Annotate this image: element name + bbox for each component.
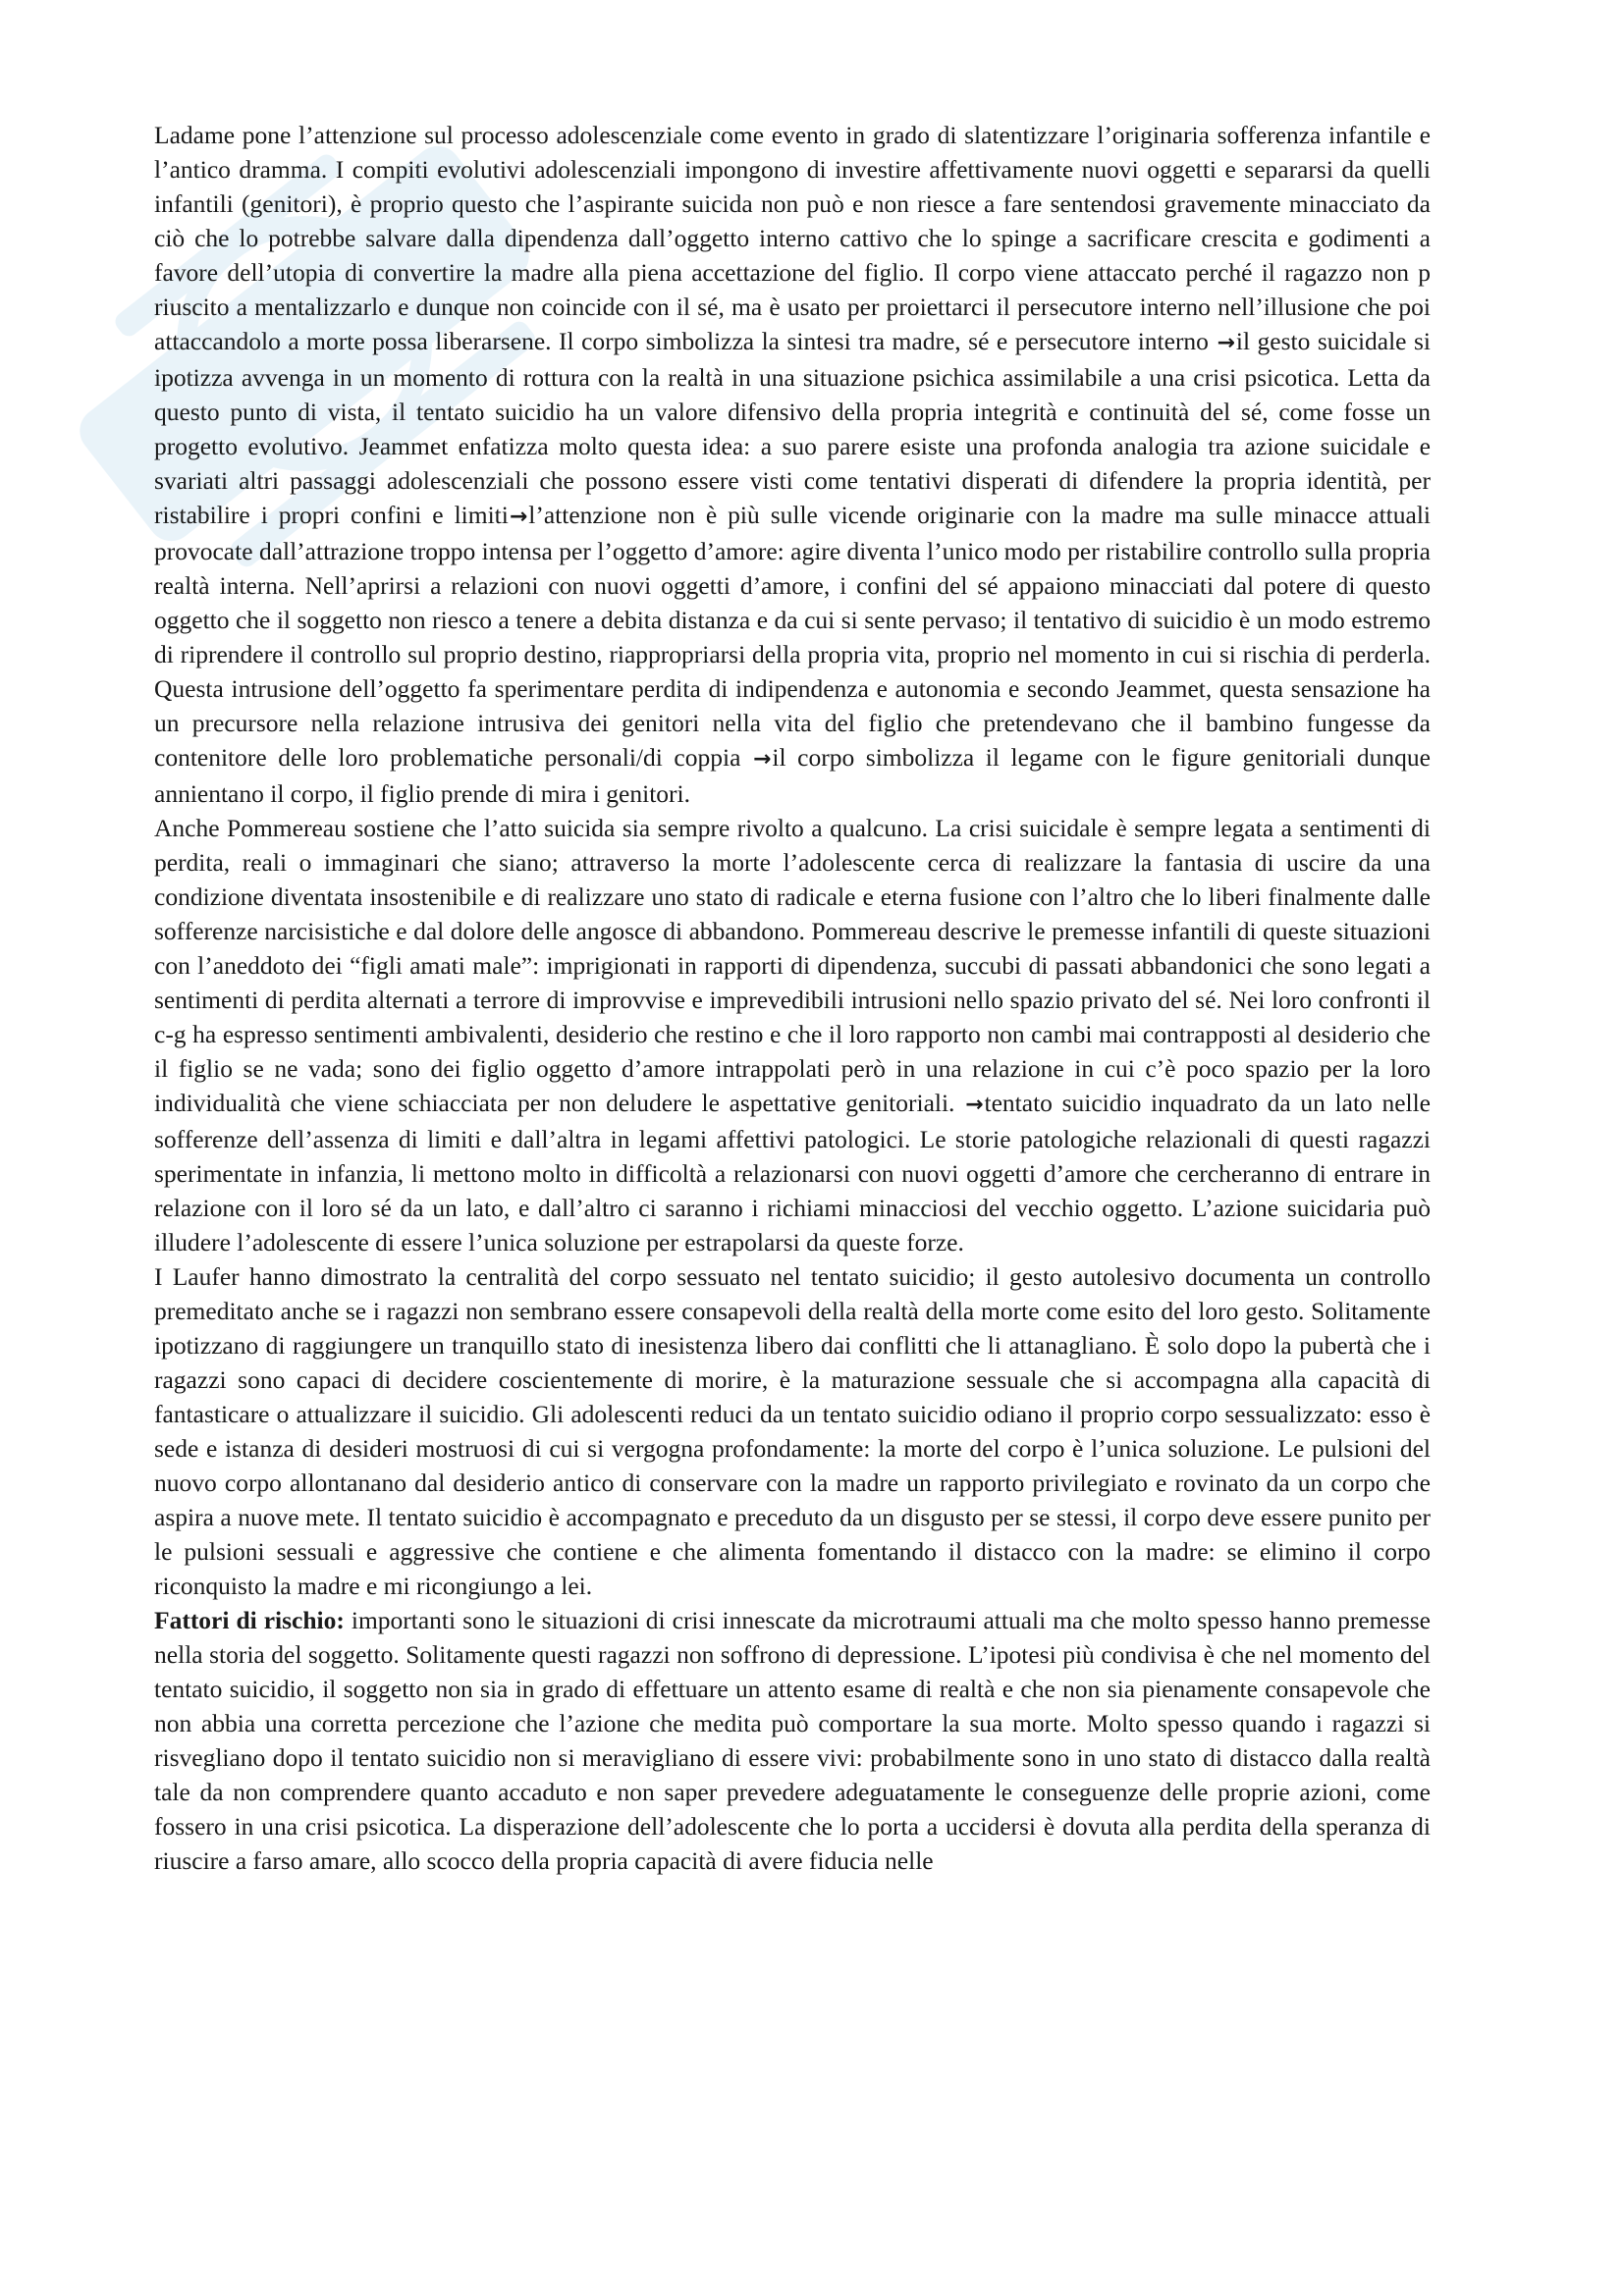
paragraph-text: Ladame pone l’attenzione sul processo adolescenziale come evento in grado di slatentizzare l’originaria sofferenza infantile e l’antico dramma. I compiti evolutivi adolescenziali impongono di investire affettivamente nuovi oggetti e separarsi da quelli infantili (genitori), è proprio questo che l’aspirante suicida non può e non riesce a fare sentendosi gravemente minacciato da ciò che lo potrebbe salvare dalla dipendenza dall’oggetto interno cattivo che lo spinge a sacrificare crescita e godimenti a favore dell’utopia di convertire la madre alla piena accettazione del figlio. Il corpo viene attaccato perché il ragazzo non p riuscito a mentalizzarlo e dunque non coincide con il sé, ma è usato per proiettarci il persecutore interno nell’illusione che poi attaccandolo a morte possa liberarsene. Il corpo simbolizza la sintesi tra madre, sé e persecutore interno: [154, 121, 1431, 355]
paragraph-text: importanti sono le situazioni di crisi innescate da microtraumi attuali ma che molto spesso hanno premesse nella storia del soggetto. Solitamente questi ragazzi non soffrono di depressione. L’ipotesi più condivisa è che nel momento del tentato suicidio, il soggetto non sia in grado di effettuare un attento esame di realtà e che non sia pienamente consapevole che non abbia una corretta percezione che l’azione che medita può comportare la sua morte. Molto spesso quando i ragazzi si risvegliano dopo il tentato suicidio non si meravigliano di essere vivi: probabilmente sono in uno stato di distacco dalla realtà tale da non comprendere quanto accaduto e non saper prevedere adeguatamente le conseguenze delle proprie azioni, come fossero in una crisi psicotica. La disperazione dell’adolescente che lo porta a uccidersi è dovuta alla perdita della speranza di riuscire a farso amare, allo scocco della propria capacità di avere fiducia nelle: [154, 1606, 1431, 1875]
paragraph: [154, 811, 1431, 1259]
arrow-icon: →: [509, 505, 528, 529]
paragraph: [154, 118, 1431, 811]
arrow-icon: →: [965, 1093, 984, 1117]
paragraph-text: il corpo simbolizza il legame con le figure genitoriali dunque annientano il corpo, il figlio prende di mira i genitori.: [154, 743, 1432, 808]
paragraph: [154, 1259, 1431, 1603]
paragraph: [154, 1603, 1431, 1878]
paragraph-text: tentato suicidio inquadrato da un lato nelle sofferenze dell’assenza di limiti e dall’altra in legami affettivi patologici. Le storie patologiche relazionali di questi ragazzi sperimentate in infanzia, li mettono molto in difficoltà a relazionarsi con nuovi oggetti d’amore che cercheranno di entrare in relazione con il loro sé da un lato, e dall’altro ci saranno i richiami minacciosi del vecchio oggetto. L’azione suicidaria può illudere l’adolescente di essere l’unica soluzione per estrapolarsi da queste forze.: [154, 1089, 1432, 1256]
arrow-icon: →: [752, 747, 772, 772]
document-body: [154, 118, 1431, 1878]
paragraph-text: Anche Pommereau sostiene che l’atto suicida sia sempre rivolto a qualcuno. La crisi suicidale è sempre legata a sentimenti di perdita, reali o immaginari che siano; attraverso la morte l’adolescente cerca di realizzare la fantasia di uscire da una condizione diventata insostenibile e di realizzare uno stato di radicale e eterna fusione con l’altro che lo liberi finalmente dalle sofferenze narcisistiche e dal dolore delle angosce di abbandono. Pommereau descrive le premesse infantili di queste situazioni con l’aneddoto dei “figli amati male”: imprigionati in rapporti di dipendenza, succubi di passati abbandonici che sono legati a sentimenti di perdita alternati a terrore di improvvise e imprevedibili intrusioni nello spazio privato del sé. Nei loro confronti il c-g ha espresso sentimenti ambivalenti, desiderio che restino e che il loro rapporto non cambi mai contrapposti al desiderio che il figlio se ne vada; sono dei figlio oggetto d’amore intrappolati però in una relazione in cui c’è poco spazio per la loro individualità che viene schiacciata per non deludere le aspettative genitoriali.: [154, 814, 1431, 1117]
paragraph-text: l’attenzione non è più sulle vicende originarie con la madre ma sulle minacce attuali provocate dall’attrazione troppo intensa per l’oggetto d’amore: agire diventa l’unico modo per ristabilire controllo sulla propria realtà interna. Nell’aprirsi a relazioni con nuovi oggetti d’amore, i confini del sé appaiono minacciati dal potere di questo oggetto che il soggetto non riesco a tenere a debita distanza e da cui si sente pervaso; il tentativo di suicidio è un modo estremo di riprendere il controllo sul proprio destino, riappropriarsi della propria vita, proprio nel momento in cui si rischia di perderla. Questa intrusione dell’oggetto fa sperimentare perdita di indipendenza e autonomia e secondo Jeammet, questa sensazione ha un precursore nella relazione intrusiva dei genitori nella vita del figlio che pretendevano che il bambino fungesse da contenitore delle loro problematiche personali/di coppia: [154, 501, 1431, 772]
paragraph-text: I Laufer hanno dimostrato la centralità del corpo sessuato nel tentato suicidio; il gesto autolesivo documenta un controllo premeditato anche se i ragazzi non sembrano essere consapevoli della realtà della morte come esito del loro gesto. Solitamente ipotizzano di raggiungere un tranquillo stato di inesistenza libero dai conflitti che li attanagliano. È solo dopo la pubertà che i ragazzi sono capaci di decidere coscientemente di morire, è la maturazione sessuale che si accompagna alla capacità di fantasticare o attualizzare il suicidio. Gli adolescenti reduci da un tentato suicidio odiano il proprio corpo sessualizzato: esso è sede e istanza di desideri mostruosi di cui si vergogna profondamente: la morte del corpo è l’unica soluzione. Le pulsioni del nuovo corpo allontanano dal desiderio antico di conservare con la madre un rapporto privilegiato e rovinato da un corpo che aspira a nuove mete. Il tentato suicidio è accompagnato e preceduto da un disgusto per se stessi, il corpo deve essere punito per le pulsioni sessuali e aggressive che contiene e che alimenta fomentando il distacco con la madre: se elimino il corpo riconquisto la madre e mi ricongiungo a lei.: [154, 1262, 1431, 1600]
arrow-icon: →: [1217, 331, 1235, 355]
paragraph-text: il gesto suicidale si ipotizza avvenga in un momento di rottura con la realtà in una situazione psichica assimilabile a una crisi psicotica. Letta da questo punto di vista, il tentato suicidio ha un valore difensivo della propria integrità e continuità del sé, come fosse un progetto evolutivo. Jeammet enfatizza molto questa idea: a suo parere esiste una profonda analogia tra azione suicidale e svariati altri passaggi adolescenziali che possono essere visti come tentativi disperati di difendere la propria identità, per ristabilire i propri confini e limiti: [154, 327, 1431, 529]
section-heading: Fattori di rischio:: [154, 1606, 345, 1634]
